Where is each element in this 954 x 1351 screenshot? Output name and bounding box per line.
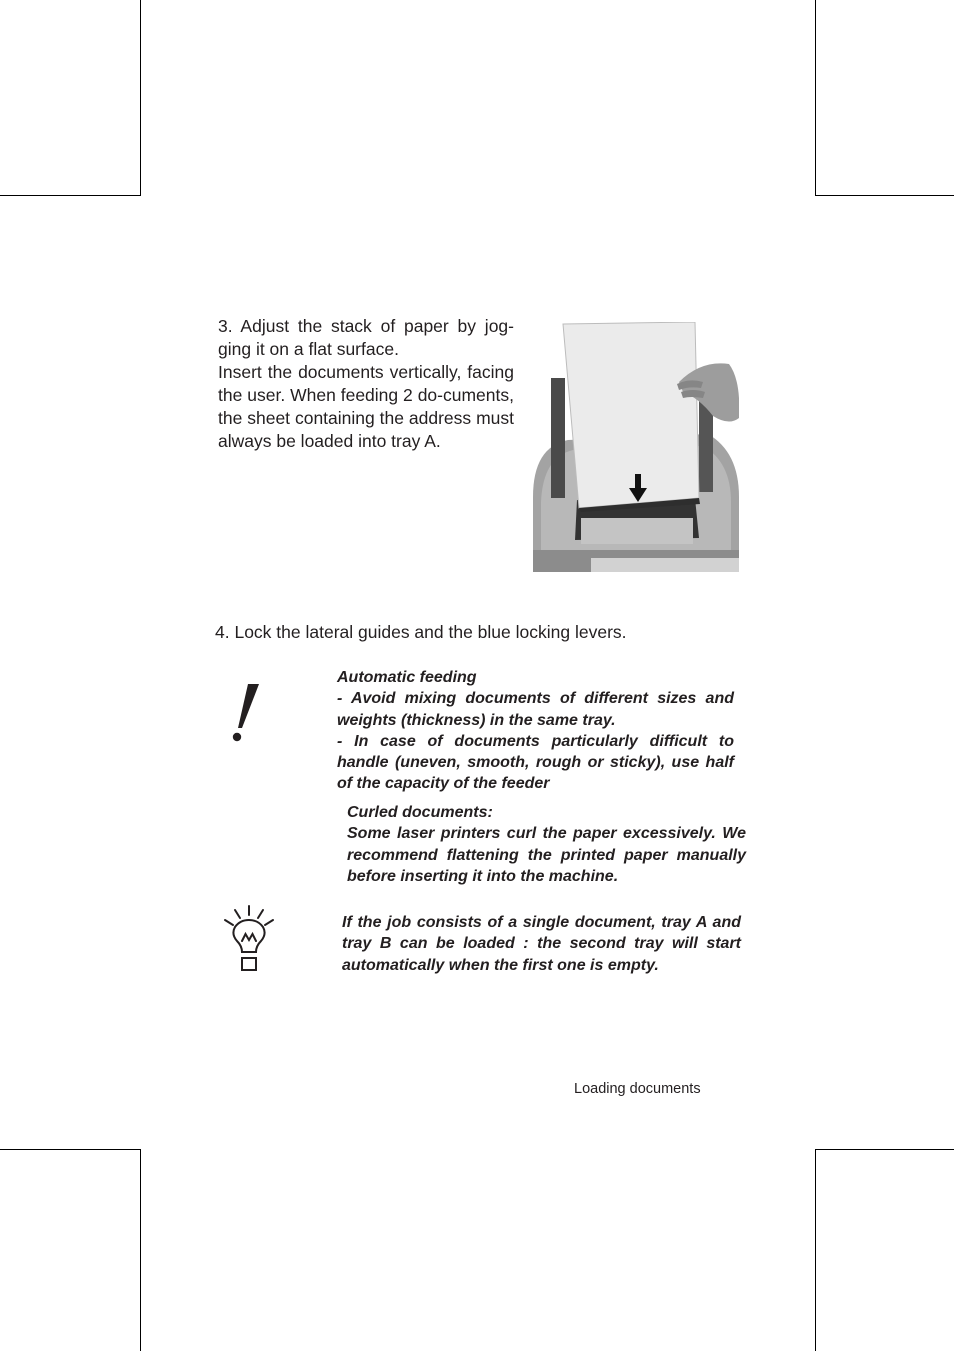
automatic-feeding-note	[337, 667, 734, 795]
step-4-text: 4. Lock the lateral guides and the blue locking levers.	[215, 622, 627, 642]
step-3-line-2: Insert the documents vertically, facing the user. When feeding 2 do-cuments, the sheet containing the address must always be loaded into tray A.	[218, 362, 514, 451]
automatic-feeding-title: Automatic feeding	[337, 669, 477, 686]
curled-documents-text: Some laser printers curl the paper excessively. We recommend flattening the printed paper manually before inserting it into the machine.	[347, 825, 746, 885]
curled-documents-note	[347, 802, 746, 887]
crop-mark-bottom-right-horizontal	[815, 1149, 954, 1150]
automatic-feeding-item-1: - Avoid mixing documents of different sizes and weights (thickness) in the same tray.	[337, 690, 734, 729]
crop-mark-top-left-horizontal	[0, 195, 141, 196]
step-3-line-1: 3. Adjust the stack of paper by jog-ging it on a flat surface.	[218, 316, 514, 359]
crop-mark-top-right-vertical	[815, 0, 816, 196]
step-3-text	[218, 315, 514, 453]
paper-insertion-photo	[533, 322, 739, 572]
crop-mark-bottom-left-horizontal	[0, 1149, 141, 1150]
crop-mark-bottom-right-vertical	[815, 1149, 816, 1351]
page-footer-section-title: Loading documents	[574, 1081, 701, 1097]
single-document-tip: If the job consists of a single document, tray A and tray B can be loaded : the second tray will start automatically when the first one is empty.	[342, 914, 741, 974]
automatic-feeding-item-2: - In case of documents particularly difficult to handle (uneven, smooth, rough or sticky), use half of the capacity of the feeder	[337, 732, 734, 793]
crop-mark-top-right-horizontal	[815, 195, 954, 196]
crop-mark-bottom-left-vertical	[140, 1149, 141, 1351]
exclamation-icon	[224, 680, 264, 742]
crop-mark-top-left-vertical	[140, 0, 141, 196]
light-bulb-icon	[221, 904, 277, 974]
curled-documents-title: Curled documents:	[347, 804, 493, 821]
